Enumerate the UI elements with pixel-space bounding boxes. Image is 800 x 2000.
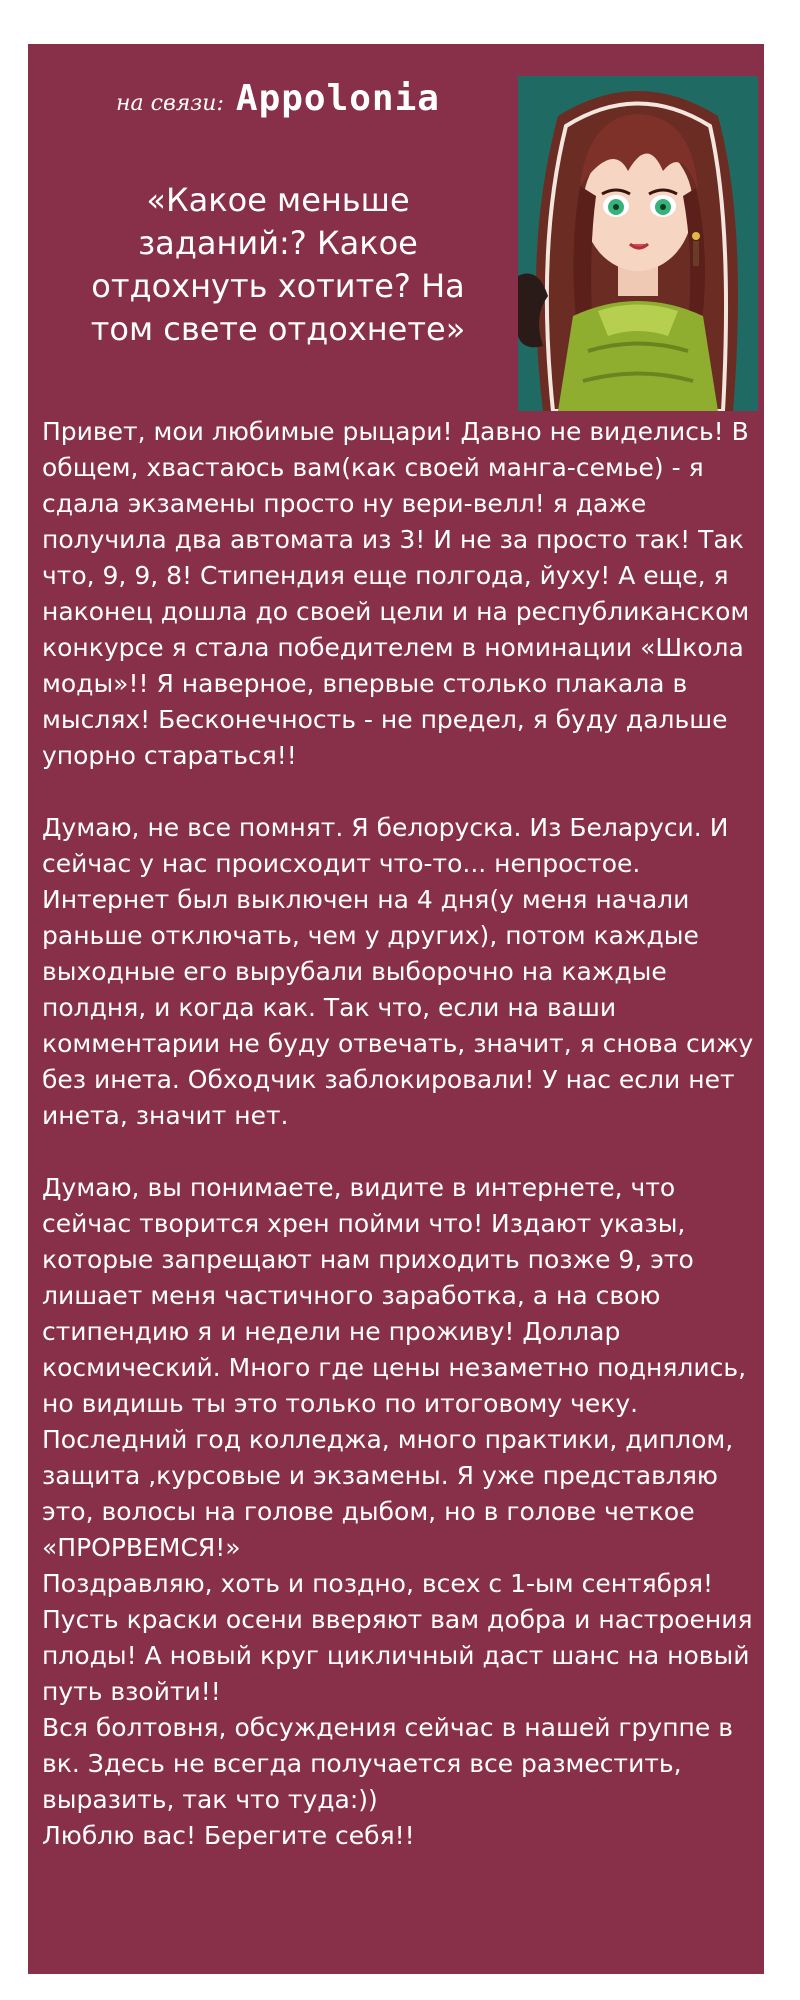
anime-girl-portrait-icon <box>518 76 758 411</box>
paragraph: Привет, мои любимые рыцари! Давно не виделись! В общем, хвастаюсь вам(как своей манга-семье) - я сдала экзамены просто ну вери-велл! я даже получила два автомата из 3! И не за просто так! Так что, 9, 9, 8! Стипендия еще полгода, йуху! А еще, я наконец дошла до своей цели и на республиканском конкурсе я стала победителем в номинации «Школа моды»!! Я наверное, впервые столько плакала в мыслях! Бесконечность - не предел, я буду дальше упорно стараться!! <box>42 417 750 770</box>
on-call-label: на связи: <box>116 91 224 116</box>
article-body <box>42 414 760 1854</box>
author-quote: «Какое меньше заданий:? Какое отдохнуть хотите? На том свете отдохнете» <box>90 181 466 348</box>
author-name: Appolonia <box>235 78 440 119</box>
paragraph: Думаю, вы понимаете, видите в интернете, что сейчас творится хрен пойми что! Издают указы, которые запрещают нам приходить позже 9, это лишает меня частичного заработка, а на свою стипендию я и недели не проживу! Доллар космический. Много где цены незаметно поднялись, но видишь ты это только по итоговому чеку. Последний год колледжа, много практики, диплом, защита ,курсовые и экзамены. Я уже представляю это, волосы на голове дыбом, но в голове четкое «ПРОРВЕМСЯ!» Поздравляю, хоть и поздно, всех с 1-ым сентября! Пусть краски осени вверяют вам добра и настроения плоды! А новый круг цикличный даст шанс на новый путь взойти!! Вся болтовня, обсуждения сейчас в нашей группе в вк. Здесь не всегда получается все разместить, выразить, так что туда:)) Люблю вас! Берегите себя!! <box>42 1173 753 1850</box>
on-call-line <box>58 78 498 119</box>
header <box>58 74 498 351</box>
paragraph: Думаю, не все помнят. Я белоруска. Из Беларуси. И сейчас у нас происходит что-то... непростое. Интернет был выключен на 4 дня(у меня начали раньше отключать, чем у других), потом каждые выходные его вырубали выборочно на каждые полдня, и когда как. Так что, если на ваши комментарии не буду отвечать, значит, я снова сижу без инета. Обходчик заблокировали! У нас если нет инета, значит нет. <box>42 813 754 1130</box>
content-panel <box>28 44 764 1974</box>
